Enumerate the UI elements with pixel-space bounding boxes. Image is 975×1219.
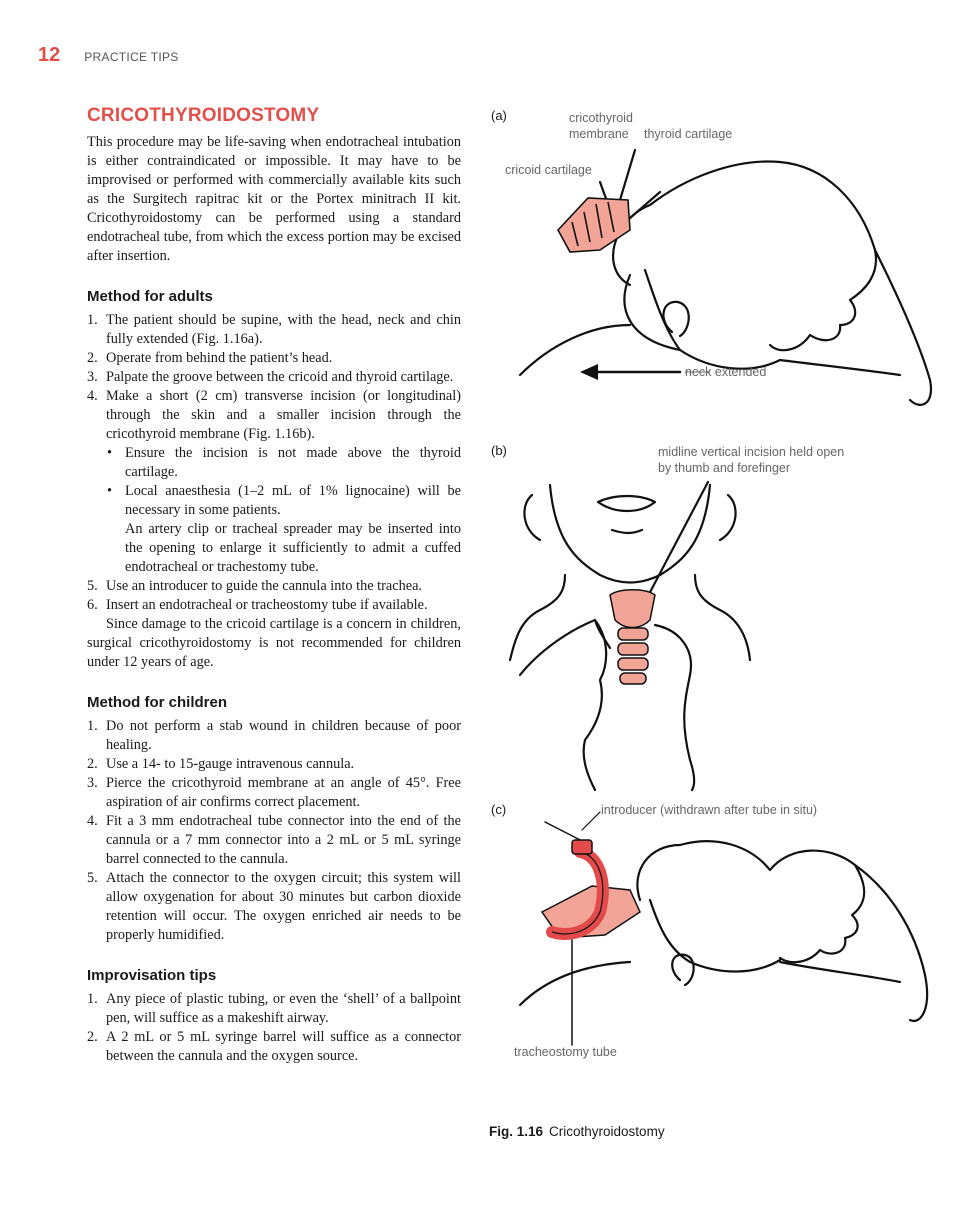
ear-c xyxy=(672,955,693,985)
face-profile-a xyxy=(770,250,876,350)
item-number: 1. xyxy=(87,312,98,328)
chin-line-b xyxy=(612,530,642,533)
larynx-b xyxy=(610,590,655,684)
callout-cricoid-cartilage: cricoid cartilage xyxy=(505,163,592,177)
ear-left-b xyxy=(524,495,540,540)
item-text: Use an introducer to guide the cannula into the trachea. xyxy=(106,578,422,594)
bullet-list xyxy=(106,444,461,520)
item-text: Use a 14- to 15-gauge intravenous cannula. xyxy=(106,756,355,772)
caption-label: Fig. 1.16 xyxy=(489,1124,544,1139)
bullet-item xyxy=(106,482,461,520)
item-text: Palpate the groove between the cricoid and thyroid cartilage. xyxy=(106,369,454,385)
item-number: 2. xyxy=(87,1029,98,1045)
list-item xyxy=(87,717,461,755)
children-list xyxy=(87,717,461,945)
tube-c xyxy=(542,840,640,938)
pointer-thyroid xyxy=(630,192,660,218)
item-number: 4. xyxy=(87,813,98,829)
list-item xyxy=(87,349,461,368)
item-text: Any piece of plastic tubing, or even the ‘shell’ of a ballpoint pen, will suffice as a makeshift airway. xyxy=(106,991,461,1026)
item-number: 4. xyxy=(87,388,98,404)
callout-introducer: introducer (withdrawn after tube in situ) xyxy=(601,803,818,817)
bullet-item xyxy=(106,444,461,482)
list-item xyxy=(87,577,461,596)
item-number: 5. xyxy=(87,578,98,594)
item-number: 2. xyxy=(87,756,98,772)
list-item xyxy=(87,812,461,869)
improvisation-heading: Improvisation tips xyxy=(87,967,217,984)
figure xyxy=(480,100,950,1160)
panel-a-label: (a) xyxy=(491,108,507,123)
list-item xyxy=(87,990,461,1028)
trachea-a xyxy=(558,198,630,252)
item-number: 2. xyxy=(87,350,98,366)
figure-illustration xyxy=(480,100,950,1160)
list-item xyxy=(87,869,461,945)
item-text: Attach the connector to the oxygen circuit; this system will allow oxygenation for about 30 minutes but carbon dioxide retention will occur. The oxygen enriched air needs to be properly humidified. xyxy=(106,870,461,943)
item-number: 3. xyxy=(87,775,98,791)
bullet-text: Ensure the incision is not made above the thyroid cartilage. xyxy=(125,445,461,480)
page-number: 12 xyxy=(38,44,61,66)
page-header xyxy=(38,44,179,70)
callout-tracheostomy-tube: tracheostomy tube xyxy=(514,1045,617,1059)
bullet-dot: • xyxy=(107,483,113,499)
improvisation-list xyxy=(87,990,461,1066)
item-text: Make a short (2 cm) transverse incision (or longitudinal) through the skin and a smaller incision through the cricothyroid membrane (Fig. 1.16b). xyxy=(106,388,461,442)
bullet-dot: • xyxy=(107,445,113,461)
panel-b-label: (b) xyxy=(491,443,507,458)
adults-list xyxy=(87,311,461,615)
face-profile-c xyxy=(780,865,864,962)
list-item xyxy=(87,1028,461,1066)
item-number: 6. xyxy=(87,597,98,613)
bullet-continuation: An artery clip or tracheal spreader may be inserted into the opening to enlarge it sufficiently to admit a cuffed endotracheal or trachestomy tube. xyxy=(125,521,461,575)
list-item xyxy=(87,387,461,577)
bullet-text: Local anaesthesia (1–2 mL of 1% lignocaine) will be necessary in some patients. xyxy=(125,483,461,518)
running-head: PRACTICE TIPS xyxy=(84,50,179,64)
ear-right-b xyxy=(720,495,736,540)
panel-c-label: (c) xyxy=(491,802,507,817)
item-number: 5. xyxy=(87,870,98,886)
list-item xyxy=(87,755,461,774)
callout-cricothyroid-membrane: cricothyroid membrane xyxy=(569,111,633,141)
item-text: Pierce the cricothyroid membrane at an angle of 45°. Free aspiration of air confirms correct placement. xyxy=(106,775,461,810)
children-heading: Method for children xyxy=(87,694,227,711)
mouth-b xyxy=(598,496,655,511)
thumb-b xyxy=(595,620,610,648)
shoulder-a xyxy=(520,325,630,375)
item-text: Operate from behind the patient’s head. xyxy=(106,350,333,366)
text-column xyxy=(87,106,461,1066)
caption-text: Cricothyroidostomy xyxy=(549,1124,665,1139)
shoulder-c xyxy=(520,962,630,1005)
neck-right-b xyxy=(695,575,750,660)
item-text: Do not perform a stab wound in children because of poor healing. xyxy=(106,718,461,753)
list-item xyxy=(87,311,461,349)
hairline-a xyxy=(780,360,900,375)
jaw-a xyxy=(645,270,780,369)
hand-right-b xyxy=(655,625,694,790)
hand-left-b xyxy=(520,620,606,790)
item-number: 1. xyxy=(87,718,98,734)
section-title: CRICOTHYROIDOSTOMY xyxy=(87,105,320,126)
callout-thyroid-cartilage: thyroid cartilage xyxy=(644,127,733,141)
intro-paragraph: This procedure may be life-saving when endotracheal intubation is either contraindicated or impossible. It may have to be improvised or performed with commercially available kits such as the Surgitech rapitrac kit or the Portex minitrach II kit. Cricothyroidostomy can be performed using a standard endotracheal tube, from which the excess portion may be excised after insertion. xyxy=(87,134,461,264)
adults-closing: Since damage to the cricoid cartilage is a concern in children, surgical cricothyroidostomy is not recommended for children under 12 years of age. xyxy=(87,616,461,670)
head-outline-c xyxy=(637,841,927,1021)
list-item xyxy=(87,368,461,387)
introducer-pointer-c xyxy=(582,812,600,830)
list-item xyxy=(87,774,461,812)
item-number: 1. xyxy=(87,991,98,1007)
callout-neck-extended: neck extended xyxy=(685,365,767,379)
item-text: A 2 mL or 5 mL syringe barrel will suffice as a connector between the cannula and the oxygen source. xyxy=(106,1029,461,1064)
item-text: The patient should be supine, with the head, neck and chin fully extended (Fig. 1.16a). xyxy=(106,312,461,347)
jaw-c xyxy=(650,900,780,972)
figure-caption xyxy=(489,1124,665,1139)
item-text: Fit a 3 mm endotracheal tube connector into the end of the cannula or a 7 mm connector into a 2 mL or 5 mL syringe barrel connected to the cannula. xyxy=(106,813,461,867)
callout-incision: midline vertical incision held open by thumb and forefinger xyxy=(658,445,845,475)
item-number: 3. xyxy=(87,369,98,385)
list-item xyxy=(87,596,461,615)
neck-left-b xyxy=(510,575,565,660)
pointer-membrane xyxy=(620,150,635,200)
item-text: Insert an endotracheal or tracheostomy tube if available. xyxy=(106,597,428,613)
arrow-head-a xyxy=(580,364,598,380)
head-outline-a xyxy=(613,161,931,404)
adults-heading: Method for adults xyxy=(87,288,213,305)
hairline-c xyxy=(780,962,900,982)
